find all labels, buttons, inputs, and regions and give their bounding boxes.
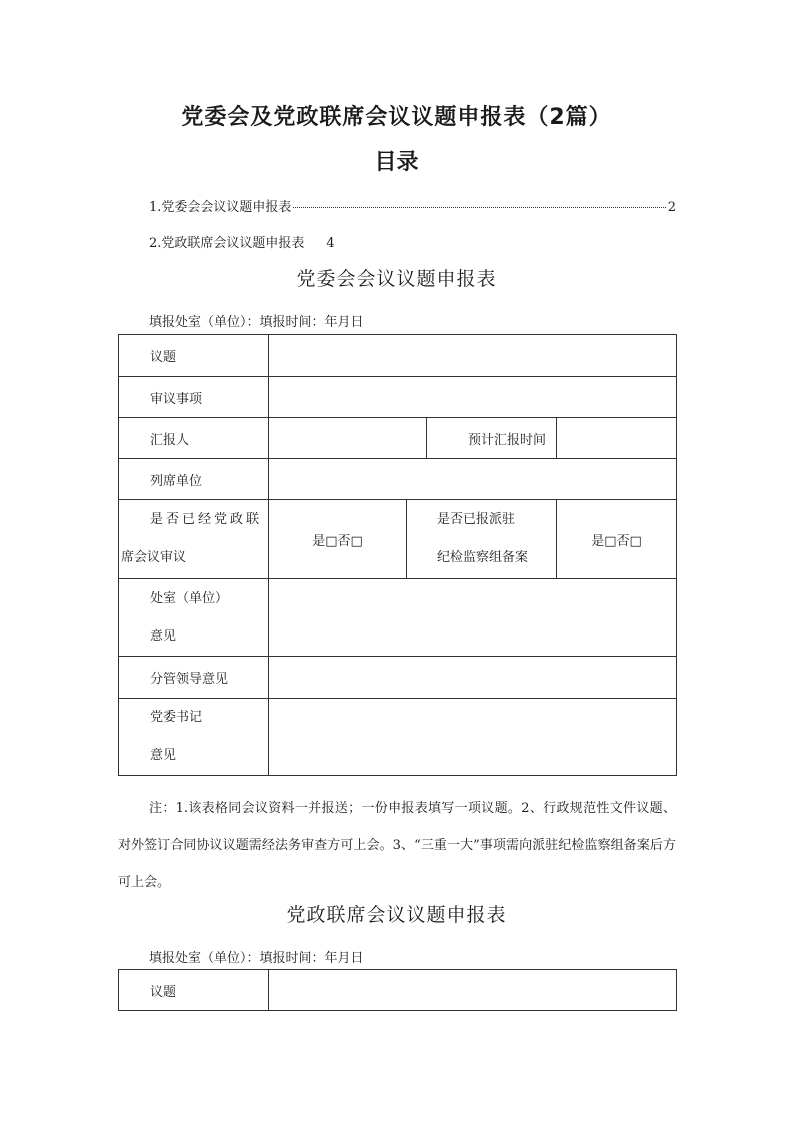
label-reviewed bbox=[119, 500, 269, 579]
label-reporter: 汇报人 bbox=[119, 418, 269, 459]
toc-entry-label: 2.党政联席会议议题申报表 bbox=[149, 236, 305, 251]
field-matters[interactable] bbox=[269, 377, 677, 418]
table-row bbox=[119, 377, 677, 418]
field-reviewed-checkbox[interactable]: 是□否□ bbox=[269, 500, 407, 579]
field-topic[interactable] bbox=[269, 335, 677, 377]
label-reviewed-line1: 是否已经党政联 bbox=[150, 512, 263, 527]
label-attendees: 列席单位 bbox=[119, 459, 269, 500]
label-matters: 审议事项 bbox=[119, 377, 269, 418]
label-leader-opinion: 分管领导意见 bbox=[119, 657, 269, 699]
label-topic: 议题 bbox=[119, 970, 269, 1011]
toc-leader-dots bbox=[293, 207, 665, 208]
table-row bbox=[119, 335, 677, 377]
toc-heading: 目录 bbox=[374, 150, 419, 175]
label-filed bbox=[407, 500, 557, 579]
document-title: 党委会及党政联席会议议题申报表（2篇） bbox=[181, 105, 612, 130]
field-attendees[interactable] bbox=[269, 459, 677, 500]
form2-title: 党政联席会议议题申报表 bbox=[286, 904, 507, 926]
field-topic[interactable] bbox=[269, 970, 677, 1011]
table-row bbox=[119, 657, 677, 699]
toc-entry-page: 2 bbox=[667, 200, 676, 215]
form1-title: 党委会会议议题申报表 bbox=[296, 268, 497, 290]
table-row bbox=[119, 970, 677, 1011]
label-secretary-line1: 党委书记 bbox=[150, 710, 203, 725]
label-dept-opinion bbox=[119, 579, 269, 657]
field-leader-opinion[interactable] bbox=[269, 657, 677, 699]
label-topic: 议题 bbox=[119, 335, 269, 377]
label-secretary-opinion bbox=[119, 699, 269, 776]
form2-meta: 填报处室（单位）：填报时间：年月日 bbox=[149, 951, 364, 966]
form1-note: 注：1.该表格同会议资料一并报送；一份申报表填写一项议题。2、行政规范性文件议题、对外签订合同协议议题需经法务审查方可上会。3、“三重一大”事项需向派驻纪检监察组备案后方可上会。 bbox=[118, 801, 676, 890]
table-row bbox=[119, 699, 677, 776]
form1-table bbox=[118, 334, 677, 776]
table-row bbox=[119, 500, 677, 579]
label-secretary-line2: 意见 bbox=[150, 748, 177, 763]
label-filed-line2: 纪检监察组备案 bbox=[437, 550, 529, 565]
field-filed-checkbox[interactable]: 是□否□ bbox=[557, 500, 677, 579]
toc-entry-label: 1.党委会会议议题申报表 bbox=[149, 200, 292, 215]
label-dept-opinion-line1: 处室（单位） bbox=[150, 590, 229, 606]
label-reviewed-line2: 席会议审议 bbox=[121, 550, 187, 565]
table-row bbox=[119, 459, 677, 500]
form2-table bbox=[118, 969, 677, 1011]
field-reporter[interactable] bbox=[269, 418, 427, 459]
toc-entry-page: 4 bbox=[326, 236, 335, 251]
field-dept-opinion[interactable] bbox=[269, 579, 677, 657]
form1-meta: 填报处室（单位）：填报时间：年月日 bbox=[149, 315, 364, 330]
field-report-time[interactable] bbox=[557, 418, 677, 459]
table-row bbox=[119, 418, 677, 459]
table-row bbox=[119, 579, 677, 657]
label-filed-line1: 是否已报派驻 bbox=[437, 512, 516, 527]
label-report-time: 预计汇报时间 bbox=[427, 418, 557, 459]
toc-entry[interactable] bbox=[149, 196, 676, 215]
toc-entry[interactable] bbox=[149, 232, 335, 251]
field-secretary-opinion[interactable] bbox=[269, 699, 677, 776]
label-dept-opinion-line2: 意见 bbox=[150, 628, 177, 644]
